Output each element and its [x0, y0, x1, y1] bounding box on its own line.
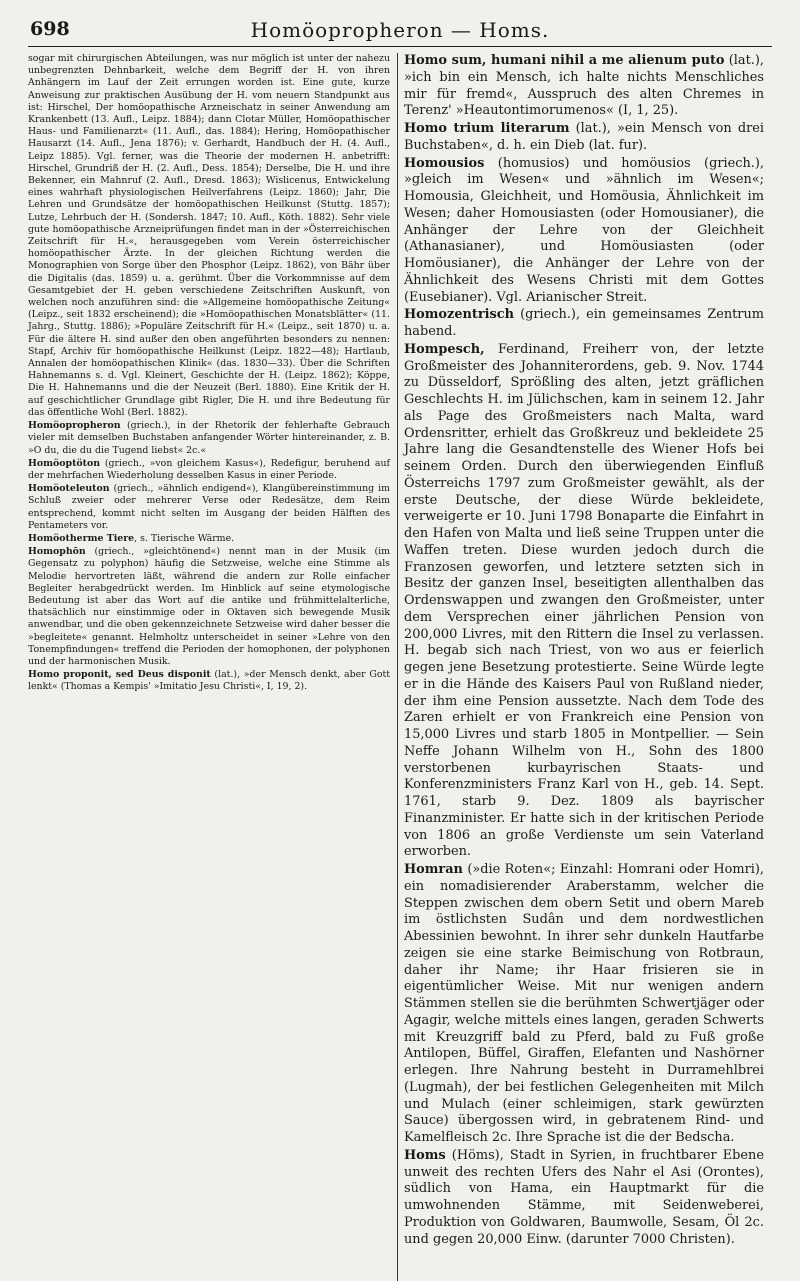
entry-homran [404, 862, 764, 1147]
entry-continuation [28, 53, 390, 419]
entry-homoeopropheron [28, 420, 390, 457]
entry-homophon [28, 546, 390, 668]
entry-headword: Homo trium literarum [404, 121, 570, 136]
entry-homo-trium-literarum [404, 121, 764, 155]
entry-hompesch [404, 342, 764, 861]
right-column [396, 53, 764, 1248]
entry-headword: Homöoteleuton [28, 483, 110, 495]
entry-homoeotherme-tiere [28, 533, 390, 545]
entry-homozentrisch [404, 307, 764, 341]
entry-text: (lat.), »der Mensch denkt, aber Gott lenkt« (Thomas a Kempis' »Imitatio Jesu Christi«, I, 19, 2). [28, 669, 391, 693]
entry-text: (griech.), ein gemeinsames Zentrum habend. [404, 307, 764, 339]
entry-headword: Homs [404, 1147, 446, 1163]
entry-text: , s. Tierische Wärme. [134, 532, 235, 544]
left-column [28, 53, 396, 1248]
running-head: Homöopropheron — Homs. [250, 18, 550, 42]
entry-homs [404, 1148, 764, 1249]
entry-homoeoptoton [28, 458, 390, 482]
entry-headword: Homöotherme Tiere [28, 532, 135, 544]
entry-text: sogar mit chirurgischen Abteilungen, was nur möglich ist unter der nahezu unbegrenzten Dehnbarkeit, welche dem Begriff der H. von ihren Anhängern im Lauf der Zeit errungen worden ist. Eine gute, kurze Anweisung zur praktischen Ausübung der H. vom neuern Standpunkt aus ist: Hirschel, Der homöopathische Arzneischatz in seiner Anwendung am Krankenbett (13. Aufl., Leipz. 1884); dann Clotar Müller, Homöopathischer Haus- und Familienarzt« (11. Aufl., das. 1884); Hering, Homöopathischer Hausarzt (14. Aufl., Jena 1876); v. Gerhardt, Handbuch der H. (4. Aufl., Leipz 1885). Vgl. ferner, was die Theorie der modernen H. anbetrifft: Hirschel, Grundriß der H. (2. Aufl., Dess. 1854); Derselbe, Die H. und ihre Bekenner, ein Mahnruf (2. Aufl., Dresd. 1863); Wislicenus, Entwickelung eines wahrhaft physiologischen Heilverfahrens (Leipz. 1860); Jahr, Die Lehren und Grundsätze der homöopathischen Heilkunst (Stuttg. 1857); Lutze, Lehrbuch der H. (Sondersh. 1847; 10. Aufl., Köth. 1882). Sehr viele gute homöopathische Arzneiprüfungen findet man in der »Österreichischen Zeitschrift für H.«, herausgegeben vom Verein österreichischer homöopathischer Ärzte. In der gleichen Richtung werden die Monographien von Sorge über den Phosphor (Leipz. 1862), von Bähr über die Digitalis (das. 1859) u. a. gerühmt. Über die Vorkommnisse auf dem Gesamtgebiet der H. geben verschiedene Zeitschriften Auskunft, von welchen noch anzuführen sind: die »Allgemeine homöopathische Zeitung« (Leipz., seit 1832 erscheinend); die »Homöopathischen Monatsblätter« (11. Jahrg., Stuttg. 1886); »Populäre Zeitschrift für H.« (Leipz., seit 1870) u. a. Für die ältere H. sind außer den oben angeführten besonders zu nennen: Stapf, Archiv für homöopathische Heilkunst (Leipz. 1822—48); Hartlaub, Annalen der homöopathischen Klinik« (das. 1830—33). Über die Schriften Hahnemanns s. d. Vgl. Kleinert, Geschichte der H. (Leipz. 1862); Köppe, Die H. Hahnemanns und die der Neuzeit (Berl. 1880). Eine Kritik der H. auf geschichtlicher Grundlage gibt Rigler, Die H. und ihre Bedeutung für das öffentliche Wohl (Berl. 1882). [28, 53, 390, 418]
entry-text: (homusios) und homöusios (griech.), »gleich im Wesen« und »ähnlich im Wesen«; Homousia, Gleichheit, und Homöusia, Ähnlichkeit im Wesen; daher Homousiasten (oder Homousianer), die Anhänger der Lehre von der Gleichheit (Athanasianer), und Homöusiasten (oder Homöusianer), die Anhänger der Lehre von der Ähnlichkeit des Wesens Christi mit dem Gottes (Eusebianer). Vgl. Arianischer Streit. [404, 155, 764, 305]
entry-homoeoteleuton [28, 483, 390, 532]
entry-headword: Homo sum, humani nihil a me alienum puto [404, 53, 725, 68]
entry-headword: Homöopropheron [28, 420, 121, 432]
entry-text: (griech., »von gleichem Kasus«), Redefigur, beruhend auf der mehrfachen Wiederholung desselben Kasus in einer Periode. [28, 457, 390, 481]
page-number: 698 [30, 18, 70, 40]
entry-text: (griech., »gleichtönend«) nennt man in der Musik (im Gegensatz zu polyphon) häufig die Setzweise, welche eine Stimme als Melodie hervortreten läßt, während die andern zur Rolle einfacher Begleiter herabgedrückt werden. Im Hinblick auf seine etymologische Bedeutung ist aber das Wort auf die antike und frühmittelalterliche, thatsächlich nur einstimmige oder in Oktaven sich bewegende Musik anwendbar, und die oben gekennzeichnete Setzweise wird daher besser die »begleitete« genannt. Helmholtz unterscheidet in seiner »Lehre von den Tonempfindungen« treffend die Perioden der homophonen, der polyphonen und der harmonischen Musik. [28, 546, 390, 667]
entry-homo-sum [404, 53, 764, 120]
entry-headword: Homophōn [28, 546, 86, 558]
entry-headword: Homo proponit, sed Deus disponit [28, 669, 211, 681]
entry-text: (griech., »ähnlich endigend«), Klangübereinstimmung im Schluß zweier oder mehrerer Verse oder Redesätze, dem Reim entsprechend, kommt nicht selten im Ausgang der beiden Hälften des Pentameters vor. [28, 483, 390, 531]
entry-text: (»die Roten«; Einzahl: Homrani oder Homri), ein nomadisierender Araberstamm, welcher die Steppen zwischen dem obern Setit und obern Mareb im östlichsten Sudân und dem nordwestlichen Abessinien bewohnt. In ihrer sehr dunkeln Hautfarbe zeigen sie eine starke Beimischung von Rotbraun, daher ihr Name; ihr Haar frisieren sie in eigentümlicher Weise. Mit nur wenigen andern Stämmen stellen sie die berühmten Schwertjäger oder Agagir, welche mittels eines langen, geraden Schwerts mit Kreuzgriff bald zu Pferd, bald zu Fuß große Antilopen, Büffel, Giraffen, Elefanten und Nashörner erlegen. Ihre Nahrung besteht in Durramehlbrei (Lugmah), der bei festlichen Gelegenheiten mit Milch und Mulach (einer schleimigen, stark gewürzten Sauce) übergossen wird, in gebratenem Rind- und Kamelfleisch 2c. Ihre Sprache ist die der Bedscha. [404, 862, 764, 1145]
entry-headword: Homöoptöton [28, 457, 101, 469]
page-header [28, 12, 772, 47]
entry-text: (lat.), »ich bin ein Mensch, ich halte nichts Menschliches mir für fremd«, Ausspruch des alten Chremes in Terenz' »Heautontimorumenos« (I, 1, 25). [404, 53, 764, 119]
entry-headword: Homousios [404, 155, 485, 171]
entry-text: Ferdinand, Freiherr von, der letzte Großmeister des Johanniterordens, geb. 9. Nov. 1744 zu Düsseldorf, Sprößling des alten, jetzt gräflichen Geschlechts H. im Jülichschen, kam in seinem 12. Jahr als Page des Großmeisters nach Malta, ward Ordensritter, erhielt das Großkreuz und bekleidete 25 Jahre lang die Gesandtenstelle des Wiener Hofs bei seinem Orden. Durch den überwiegenden Einfluß Österreichs 1797 zum Großmeister gewählt, als der erste Deutsche, der diese Würde bekleidete, verweigerte er 10. Juni 1798 Bonaparte die Einfahrt in den Hafen von Malta und ließ seine Truppen unter die Waffen treten. Diese wurden jedoch durch die Franzosen geworfen, und letztere setzten sich in Besitz der ganzen Insel, beseitigten allenthalben das Ordenswappen und zwangen den Großmeister, unter dem Versprechen einer jährlichen Pension von 200,000 Livres, mit den Rittern die Insel zu verlassen. H. begab sich nach Triest, von wo aus er feierlich gegen jene Besetzung protestierte. Seine Würde legte er in die Hände des Kaisers Paul von Rußland nieder, der ihm eine Pension aussetzte. Nach dem Tode des Zaren erhielt er von Frankreich eine Pension von 15,000 Livres und starb 1805 in Montpellier. — Sein Neffe Johann Wilhelm von H., Sohn des 1800 verstorbenen kurbayrischen Staats- und Konferenzministers Franz Karl von H., geb. 14. Sept. 1761, starb 9. Dez. 1809 als bayrischer Finanzminister. Er hatte sich in der kritischen Periode von 1806 an große Verdienste um sein Vaterland erworben. [404, 341, 764, 860]
entry-homo-proponit [28, 669, 390, 693]
text-columns [28, 53, 772, 1248]
entry-headword: Homran [404, 862, 463, 877]
entry-text: (lat.), »ein Mensch von drei Buchstaben«, d. h. ein Dieb (lat. fur). [404, 121, 764, 153]
entry-headword: Hompesch, [404, 341, 485, 357]
column-divider [397, 53, 398, 1281]
entry-homousios [404, 156, 764, 307]
entry-text: (Höms), Stadt in Syrien, in fruchtbarer Ebene unweit des rechten Ufers des Nahr el Asi (Orontes), südlich von Hama, ein Hauptmarkt für die umwohnenden Stämme, mit Seidenweberei, Produktion von Goldwaren, Baumwolle, Sesam, Öl 2c. und gegen 20,000 Einw. (darunter 7000 Christen). [404, 1147, 764, 1247]
entry-text: (griech.), in der Rhetorik der fehlerhafte Gebrauch vieler mit demselben Buchstaben anfangender Wörter hintereinander, z. B. »O du, die du die Tugend liebst« 2c.« [28, 420, 390, 456]
entry-headword: Homozentrisch [404, 307, 515, 323]
